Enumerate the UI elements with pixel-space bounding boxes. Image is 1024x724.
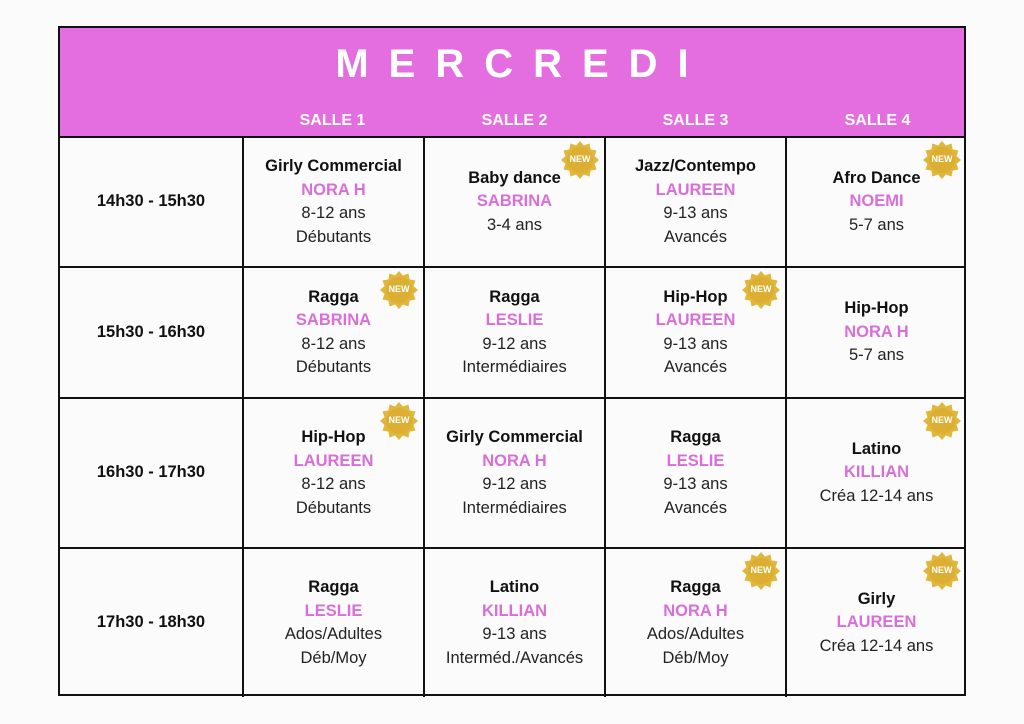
class-level: Avancés	[664, 227, 727, 246]
new-badge-label: NEW	[388, 415, 410, 425]
room-header-2: SALLE 2	[481, 112, 548, 129]
class-teacher: KILLIAN	[481, 601, 548, 620]
schedule-sheet	[58, 26, 966, 696]
class-age: 9-13 ans	[663, 204, 728, 222]
class-title: Ragga	[670, 578, 721, 596]
class-title: Jazz/Contempo	[634, 157, 756, 175]
class-age: 9-13 ans	[482, 625, 547, 643]
class-title: Ragga	[308, 578, 359, 596]
class-title: Girly Commercial	[446, 428, 583, 446]
class-level: Avancés	[664, 498, 727, 517]
schedule-row	[60, 138, 964, 268]
time-slot: 17h30 - 18h30	[96, 613, 206, 632]
class-teacher: LESLIE	[485, 311, 544, 329]
class-cell	[604, 268, 785, 397]
class-teacher: LAUREEN	[836, 613, 917, 632]
new-badge-icon	[922, 401, 962, 441]
class-teacher: SABRINA	[295, 311, 372, 329]
class-teacher: NORA H	[844, 322, 909, 341]
class-level: Intermédiaires	[462, 498, 567, 517]
class-teacher: NOEMI	[849, 192, 904, 211]
class-level: Déb/Moy	[662, 648, 729, 667]
class-cell	[785, 549, 966, 697]
class-teacher: KILLIAN	[843, 463, 910, 482]
class-teacher: LAUREEN	[293, 451, 374, 470]
class-teacher: LESLIE	[304, 601, 363, 620]
class-cell	[242, 268, 423, 397]
class-cell	[423, 138, 604, 266]
class-cell	[604, 138, 785, 266]
class-age: 3-4 ans	[486, 215, 543, 234]
class-age: 9-12 ans	[482, 475, 547, 493]
time-slot: 14h30 - 15h30	[96, 192, 206, 211]
day-title: MERCREDI	[335, 42, 709, 86]
class-age: 9-13 ans	[663, 475, 728, 493]
room-header-4: SALLE 4	[844, 112, 911, 129]
class-age: Créa 12-14 ans	[819, 486, 934, 505]
class-cell	[604, 549, 785, 697]
new-badge-icon	[379, 401, 419, 441]
class-age: 5-7 ans	[848, 215, 905, 234]
new-badge-label: NEW	[931, 415, 953, 425]
new-badge-icon	[741, 270, 781, 310]
schedule-row	[60, 549, 964, 697]
class-age: Créa 12-14 ans	[819, 636, 934, 655]
room-header-3: SALLE 3	[662, 112, 729, 129]
class-age: 9-12 ans	[482, 334, 547, 353]
class-title: Ragga	[308, 287, 359, 306]
class-cell	[242, 138, 423, 266]
new-badge-label: NEW	[931, 565, 953, 575]
class-title: Hip-Hop	[663, 287, 728, 306]
room-header-1: SALLE 1	[299, 112, 366, 129]
time-slot: 15h30 - 16h30	[96, 322, 206, 341]
class-title: Girly	[857, 589, 896, 608]
class-cell	[242, 399, 423, 547]
class-cell	[242, 549, 423, 697]
new-badge-icon	[922, 551, 962, 591]
class-age: 8-12 ans	[301, 475, 366, 493]
class-cell	[423, 549, 604, 697]
schedule-grid	[60, 136, 964, 697]
class-title: Hip-Hop	[301, 428, 366, 446]
schedule-row	[60, 399, 964, 549]
class-title: Hip-Hop	[844, 299, 909, 318]
class-level: Avancés	[664, 358, 727, 376]
class-cell	[604, 399, 785, 547]
class-age: 8-12 ans	[301, 334, 366, 353]
class-cell	[785, 399, 966, 547]
new-badge-label: NEW	[750, 565, 772, 575]
time-slot: 16h30 - 17h30	[96, 463, 206, 482]
class-level: Débutants	[295, 227, 372, 246]
class-title: Ragga	[670, 428, 721, 446]
class-cell	[423, 268, 604, 397]
class-level: Déb/Moy	[300, 648, 367, 667]
class-age: Ados/Adultes	[646, 625, 745, 643]
class-level: Débutants	[295, 358, 372, 376]
new-badge-icon	[379, 270, 419, 310]
class-title: Afro Dance	[832, 168, 921, 187]
new-badge-icon	[560, 140, 600, 180]
class-cell	[785, 138, 966, 266]
new-badge-label: NEW	[750, 284, 772, 294]
new-badge-icon	[922, 140, 962, 180]
class-title: Latino	[489, 578, 540, 596]
new-badge-label: NEW	[931, 154, 953, 164]
class-age: 5-7 ans	[848, 346, 905, 365]
class-title: Ragga	[489, 287, 540, 306]
class-teacher: LESLIE	[666, 451, 725, 470]
class-age: 9-13 ans	[663, 334, 728, 353]
class-cell	[785, 268, 966, 397]
schedule-row	[60, 268, 964, 399]
class-teacher: NORA H	[301, 180, 366, 199]
class-teacher: NORA H	[663, 601, 728, 620]
new-badge-icon	[741, 551, 781, 591]
class-cell	[423, 399, 604, 547]
class-title: Baby dance	[468, 168, 561, 187]
class-level: Débutants	[295, 498, 372, 517]
class-level: Intermédiaires	[462, 358, 567, 376]
class-level: Interméd./Avancés	[445, 648, 584, 667]
new-badge-label: NEW	[388, 284, 410, 294]
day-banner	[60, 28, 964, 136]
class-teacher: LAUREEN	[655, 180, 736, 199]
class-age: 8-12 ans	[301, 204, 366, 222]
class-age: Ados/Adultes	[284, 625, 383, 643]
class-title: Latino	[851, 439, 902, 458]
new-badge-label: NEW	[569, 154, 591, 164]
class-teacher: SABRINA	[476, 192, 553, 211]
class-teacher: NORA H	[482, 451, 547, 470]
class-teacher: LAUREEN	[655, 311, 736, 329]
class-title: Girly Commercial	[265, 157, 402, 175]
